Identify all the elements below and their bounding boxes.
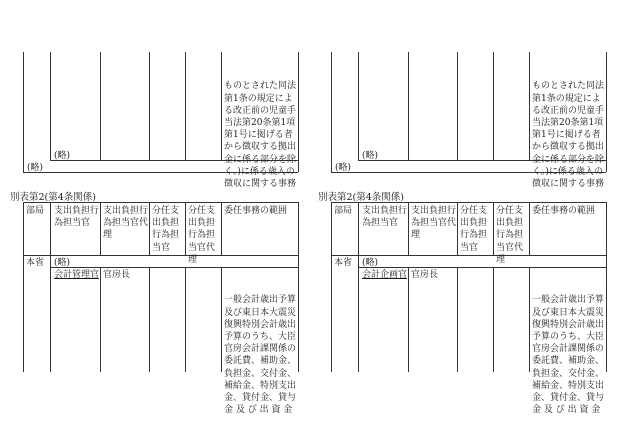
lower-table-border (606, 202, 607, 372)
lower-table-divider (529, 267, 530, 372)
lower-table-divider (185, 267, 186, 372)
upper-table-border (23, 52, 24, 172)
lower-table-divider (457, 202, 458, 255)
bureau-honsho: 本省 (334, 258, 353, 268)
upper-table-divider (529, 52, 530, 160)
lower-table-divider (221, 202, 222, 255)
lower-table-divider (149, 202, 150, 255)
lower-table-divider (457, 267, 458, 372)
header-scope: 委任事務の範囲 (224, 206, 288, 216)
lower-table-divider (149, 267, 150, 372)
lower-table-divider (185, 202, 186, 255)
table-title: 別表第2(第4条関係) (318, 192, 405, 203)
upper-table-border (606, 52, 607, 172)
upper-table-divider (185, 52, 186, 160)
lower-table-rule (358, 267, 606, 268)
lower-table-divider (493, 267, 494, 372)
lower-table-divider (221, 267, 222, 372)
header-branch-officer: 分任支 出負担 行為担 当官 (152, 206, 180, 253)
omitted-row: (略) (362, 151, 379, 161)
omitted-row: (略) (335, 163, 352, 173)
honsho-omitted: (略) (54, 258, 71, 268)
lower-table-divider (529, 202, 530, 255)
upper-table-divider (408, 52, 409, 160)
header-branch-deputy: 分任支 出負担 行為担 当官代 理 (496, 206, 524, 265)
upper-table-border (331, 52, 332, 172)
upper-table-border (298, 52, 299, 172)
header-branch-deputy: 分任支 出負担 行為担 当官代 理 (188, 206, 216, 265)
lower-table-divider (408, 267, 409, 372)
lower-table-divider (358, 202, 359, 372)
scope-text: 一般会計歳出予算 及び東日本大震災 復興特別会計歳出 予算のうち、大臣 官房会計課関係の 委託費、補助金、 負担金、交付金、 補給金、特別支出 金、貸付金、貸与 金 及 び 出 資 金 (224, 295, 297, 416)
position-accounting-planning-officer: 会計企画官 (362, 270, 408, 280)
lower-table-rule (50, 267, 298, 268)
continued-scope-text: ものとされた同法 第1条の規定によ る改正前の児童手 当法第20条第1項 第1号に掲げる者 から徴収する拠出 金に係る部分を除 く。)に係る歳入の 徴収に関する事務 (532, 81, 605, 190)
header-expenditure-deputy: 支出負担行 為担当官代 理 (411, 206, 457, 241)
deputy-chief-secretary: 官房長 (103, 270, 131, 280)
header-bureau: 部局 (334, 206, 353, 216)
omitted-row: (略) (54, 151, 71, 161)
header-expenditure-officer: 支出負担行 為担当官 (54, 206, 100, 229)
lower-table-border (298, 202, 299, 372)
right-column (318, 0, 616, 441)
header-scope: 委任事務の範囲 (532, 206, 596, 216)
lower-table-rule (331, 202, 606, 203)
header-branch-officer: 分任支 出負担 行為担 当官 (460, 206, 488, 253)
lower-table-border (23, 202, 24, 372)
upper-table-divider (358, 52, 359, 160)
scope-text: 一般会計歳出予算 及び東日本大震災 復興特別会計歳出 予算のうち、大臣 官房会計課関係の 委託費、補助金、 負担金、交付金、 補給金、特別支出 金、貸付金、貸与 金 及 び 出 資 金 (532, 295, 605, 416)
upper-table-divider (221, 52, 222, 160)
continued-scope-text: ものとされた同法 第1条の規定によ る改正前の児童手 当法第20条第1項 第1号に掲げる者 から徴収する拠出 金に係る部分を除 く。)に係る歳入の 徴収に関する事務 (224, 81, 297, 190)
deputy-chief-secretary: 官房長 (411, 270, 439, 280)
header-expenditure-deputy: 支出負担行 為担当官代 理 (103, 206, 149, 241)
lower-table-divider (100, 267, 101, 372)
upper-table-divider (493, 52, 494, 160)
lower-table-divider (100, 202, 101, 255)
lower-table-divider (408, 202, 409, 255)
upper-table-divider (149, 52, 150, 160)
lower-table-rule (23, 202, 298, 203)
header-bureau: 部局 (26, 206, 45, 216)
left-column (10, 0, 308, 441)
header-expenditure-officer: 支出負担行 為担当官 (362, 206, 408, 229)
lower-table-border (331, 202, 332, 372)
position-accounting-manager: 会計管理官 (54, 270, 100, 280)
omitted-row: (略) (27, 163, 44, 173)
lower-table-divider (50, 202, 51, 372)
upper-table-divider (457, 52, 458, 160)
upper-table-divider (100, 52, 101, 160)
honsho-omitted: (略) (362, 258, 379, 268)
lower-table-divider (493, 202, 494, 255)
lower-table-rule (23, 255, 298, 256)
bureau-honsho: 本省 (26, 258, 45, 268)
lower-table-rule (331, 255, 606, 256)
upper-table-divider (50, 52, 51, 160)
table-title: 別表第2(第4条関係) (10, 192, 97, 203)
